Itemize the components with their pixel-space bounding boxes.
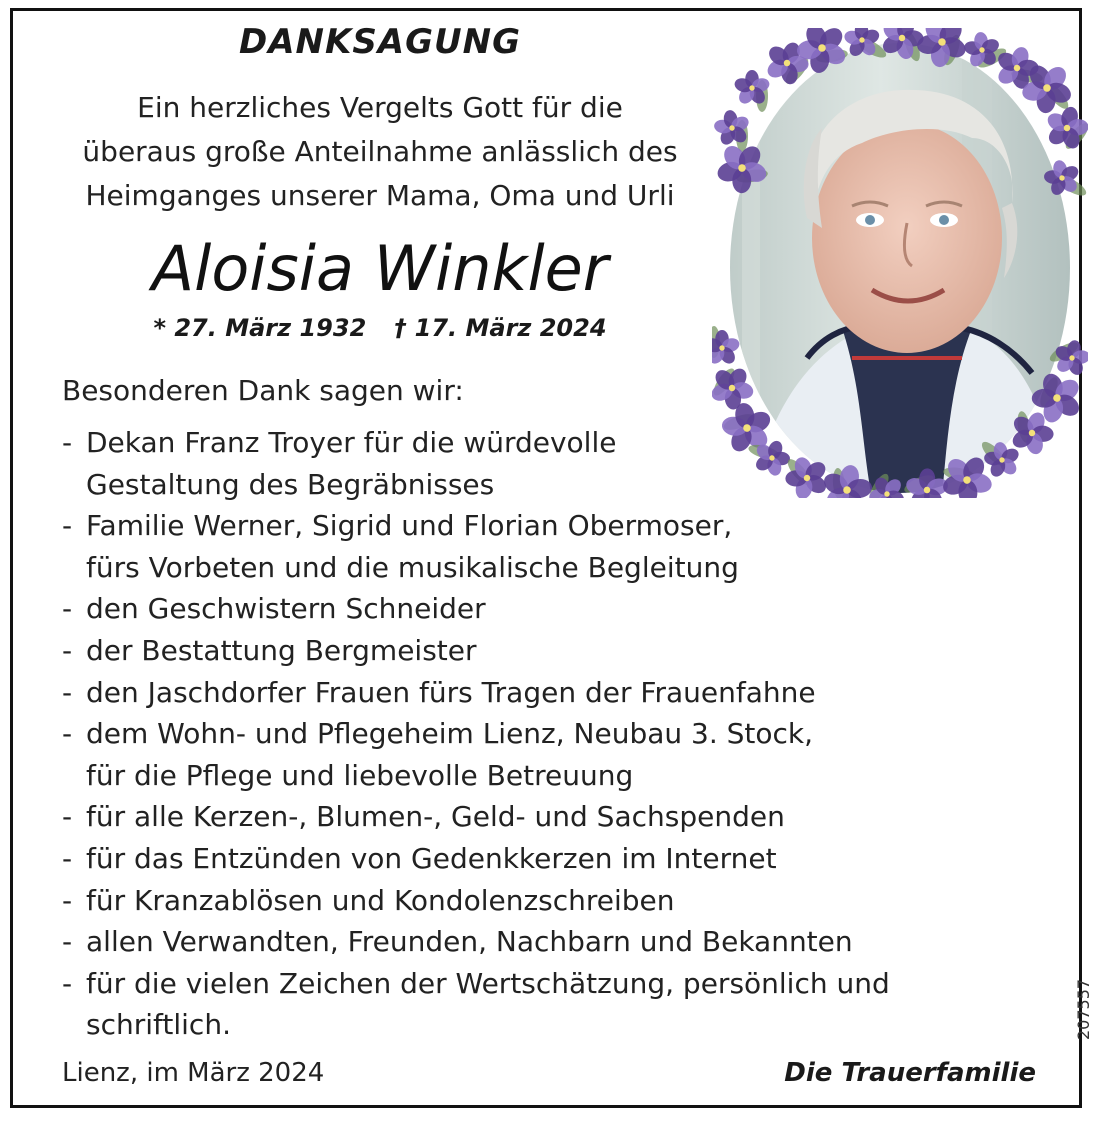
intro-line: überaus große Anteilnahme anlässlich des	[82, 135, 678, 168]
thanks-item-line: - Dekan Franz Troyer für die würdevolle	[86, 426, 617, 459]
portrait-photo	[712, 28, 1088, 498]
thanks-item-line: - für alle Kerzen-, Blumen-, Geld- und Sachspenden	[86, 800, 785, 834]
place-date: Lienz, im März 2024	[62, 1058, 325, 1088]
life-dates	[80, 314, 680, 342]
thanks-item-line: - dem Wohn- und Pflegeheim Lienz, Neubau 3. Stock,	[86, 717, 814, 751]
thanks-list	[62, 422, 962, 1046]
thanks-item-line: für die Pflege und liebevolle Betreuung	[86, 758, 634, 792]
thanks-heading: Besonderen Dank sagen wir:	[62, 374, 464, 407]
thanks-item	[62, 921, 962, 963]
intro-line: Ein herzliches Vergelts Gott für die	[137, 91, 623, 124]
thanks-item-line: schriftlich.	[86, 1008, 231, 1042]
thanks-item-line: - den Geschwistern Schneider	[86, 592, 486, 626]
intro-line: Heimganges unserer Mama, Oma und Urli	[85, 179, 675, 212]
thanks-item-line: - für die vielen Zeichen der Wertschätzung, persönlich und	[86, 966, 890, 1000]
thanks-item-line: Gestaltung des Begräbnisses	[86, 467, 495, 501]
thanks-item	[62, 963, 962, 1046]
thanks-item	[62, 630, 962, 672]
thanks-item-line: - für das Entzünden von Gedenkkerzen im Internet	[86, 841, 777, 875]
thanks-item-line: - der Bestattung Bergmeister	[86, 633, 477, 667]
thanks-item	[62, 880, 962, 922]
thanks-item	[62, 505, 962, 588]
thanks-item-line: fürs Vorbeten und die musikalische Begleitung	[86, 550, 739, 584]
thanks-item	[62, 713, 962, 796]
thanks-item	[62, 796, 962, 838]
death-date: † 17. März 2024	[394, 314, 607, 342]
intro-text	[40, 86, 720, 218]
thanks-item	[62, 588, 962, 630]
birth-date: * 27. März 1932	[153, 314, 367, 342]
thanks-item-line: - für Kranzablösen und Kondolenzschreiben	[86, 883, 675, 917]
thanks-item-line: - Familie Werner, Sigrid und Florian Obermoser,	[86, 509, 733, 543]
thanks-item	[62, 838, 962, 880]
signature: Die Trauerfamilie	[784, 1058, 1036, 1088]
thanks-item-line: - allen Verwandten, Freunden, Nachbarn und Bekannten	[86, 925, 853, 959]
ad-code: 207557	[1074, 978, 1093, 1040]
deceased-name: Aloisia Winkler	[151, 232, 609, 305]
thanks-item	[62, 672, 962, 714]
thanks-item-line: - den Jaschdorfer Frauen fürs Tragen der Frauenfahne	[86, 675, 816, 709]
notice-heading: DANKSAGUNG	[238, 22, 522, 62]
